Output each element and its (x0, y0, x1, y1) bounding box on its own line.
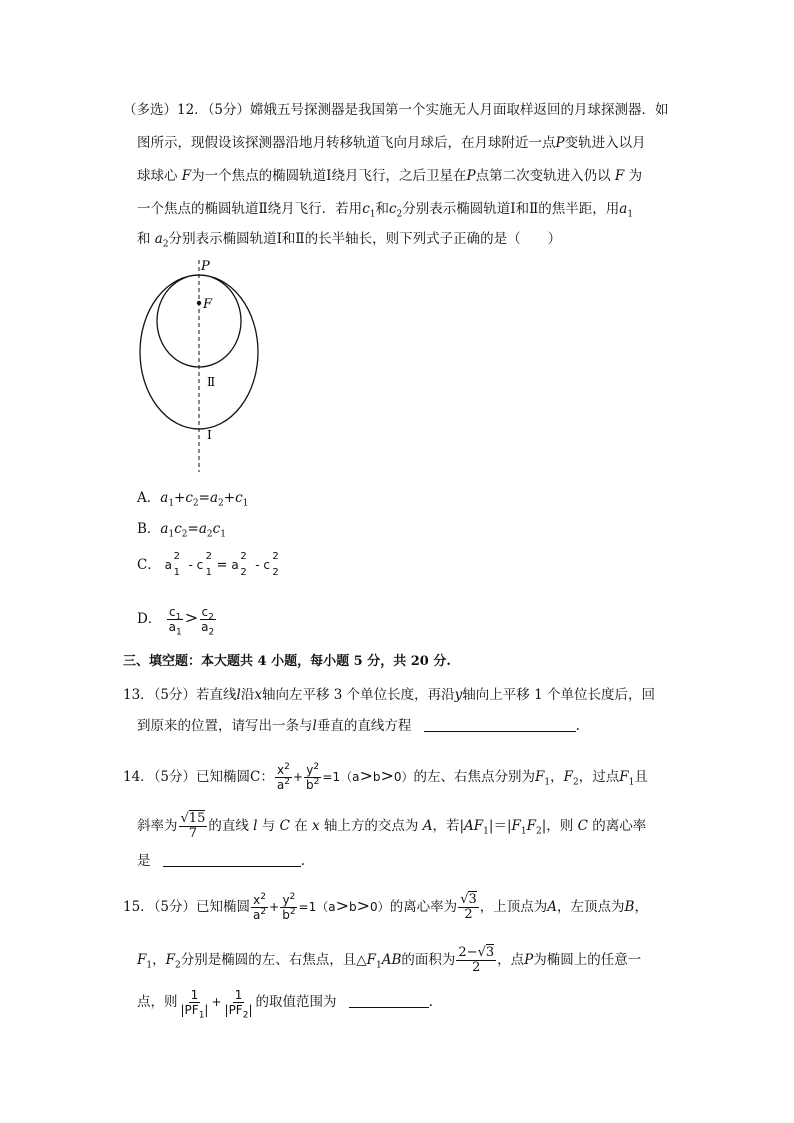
q13-text: 沿 (240, 687, 255, 703)
q14-text: 是 (137, 853, 151, 869)
q14-text: 且 (634, 769, 648, 785)
q12-text: 点第二次变轨进入仍以 (475, 168, 611, 184)
sub: 1 (544, 777, 551, 788)
var-c: c (196, 558, 204, 572)
sub: 2 (208, 627, 215, 638)
var-c: c (169, 605, 176, 619)
sub: 1 (483, 826, 489, 837)
var-l: l (253, 818, 258, 834)
option-label: A． (137, 490, 161, 506)
term-a2sq (231, 552, 251, 578)
op: + (292, 770, 304, 784)
frac-x2-a2 (275, 763, 292, 792)
abs-PF: |PF (180, 1003, 199, 1017)
op: > (356, 896, 371, 915)
q14-text: ，过点 (578, 769, 620, 785)
var-P: P (555, 135, 565, 151)
sub: 2 (162, 239, 169, 250)
sub: 1 (628, 777, 635, 788)
q14-number: 14． (123, 769, 154, 785)
frac-2-minus-sqrt3-over-2: $\frac{2-√3}{2}$ (458, 945, 495, 975)
q15-text: 分别是椭圆的左、右焦点，且△ (180, 952, 367, 968)
frac-c1-a1 (167, 605, 184, 638)
q14-text: 的离心率 (592, 818, 647, 834)
option-B[interactable] (137, 519, 226, 539)
label-P: P (201, 259, 210, 274)
var-A: A (422, 818, 433, 834)
op: > (335, 896, 350, 915)
var-y: y (306, 763, 314, 777)
q15-text: 0） (370, 900, 390, 914)
sub: 1 (627, 209, 634, 220)
var-P: P (466, 168, 476, 184)
op: > (359, 766, 373, 785)
q12-text: 嫦娥五号探测器是我国第一个实施无人月面取样返回的月球探测器．如 (250, 102, 669, 118)
sup: 2 (173, 551, 181, 562)
q12-text: 分别表示椭圆轨道Ⅰ和Ⅱ的长半轴长，则下列式子正确的是（ ） (168, 231, 562, 247)
section-heading (123, 652, 451, 672)
op: + (211, 995, 222, 1009)
q13-end: . (575, 718, 580, 734)
denominator: 7 (188, 826, 198, 841)
q13-text: 到原来的位置，请写出一条与 (137, 718, 313, 734)
q15-text: =1（ (298, 900, 329, 914)
sup: 2 (284, 777, 290, 787)
radicand: 3 (485, 945, 495, 960)
var-F: F (619, 769, 629, 785)
q14-text: |＝| (488, 818, 512, 834)
q15-text: 为椭圆上的任意一 (533, 952, 642, 968)
var-C: C (250, 769, 261, 785)
var-F: F (165, 952, 175, 968)
q15-text: ， (152, 952, 166, 968)
op: = (216, 558, 228, 573)
sub: 1 (375, 960, 382, 971)
section-heading-text: 三、填空题：本大题共 4 小题，每小题 5 分，共 20 分. (123, 654, 451, 669)
frac-x2-a2 (251, 893, 268, 922)
var-c: c (362, 201, 370, 217)
option-label: B． (137, 521, 161, 537)
abs-bar: | (204, 1003, 209, 1017)
q12-tag: （多选） (123, 102, 177, 118)
sub: 2 (242, 1010, 249, 1021)
option-D[interactable] (137, 598, 217, 639)
sup: 2 (313, 777, 320, 787)
sup: 2 (289, 907, 296, 917)
q12-line-4 (137, 199, 633, 219)
label-F: F (203, 297, 213, 312)
var-P: P (524, 952, 534, 968)
q13-text: 垂直的直线方程 (316, 718, 412, 734)
sub: 1 (175, 627, 182, 638)
sub: 1 (168, 498, 175, 509)
q14-text: ， (550, 769, 564, 785)
q14-text: |，则 (541, 818, 574, 834)
frac-1-over-PF2 (223, 988, 255, 1021)
sub: 2 (206, 529, 213, 540)
var-c: c (388, 201, 397, 217)
sub: 1 (242, 498, 249, 509)
frac-sqrt3-2: $\frac{√3}{2}$ (460, 892, 477, 922)
q12-text: 为 (628, 168, 643, 184)
sub: 2 (181, 529, 188, 540)
sub: 1 (205, 567, 213, 578)
q14-text: 的直线 (208, 818, 249, 834)
var-a: a (154, 231, 163, 247)
var-a: a (328, 900, 336, 914)
numerator: 1 (234, 988, 243, 1002)
q12-text: 一个焦点的椭圆轨道Ⅱ绕月飞行．若用 (137, 201, 363, 217)
var-l: l (236, 687, 241, 703)
var-C: C (279, 818, 290, 834)
var-a: a (201, 620, 209, 634)
option-C[interactable] (137, 552, 283, 579)
var-l: l (312, 718, 317, 734)
q14-end: . (300, 853, 306, 869)
q14-text: 0） (393, 770, 414, 784)
q12-line-2 (137, 133, 646, 153)
sup: 2 (313, 762, 320, 772)
q14-line-1 (123, 756, 648, 797)
var-b: b (372, 770, 381, 784)
op: - (255, 558, 260, 572)
var-a: a (619, 201, 628, 217)
abs-bar: | (248, 1003, 253, 1017)
label-II: Ⅱ (207, 375, 216, 389)
sub: 1 (175, 612, 182, 623)
q15-line-3 (137, 982, 433, 1022)
sub: 1 (173, 567, 181, 578)
q12-text: 为一个焦点的椭圆轨道Ⅰ绕月飞行，之后卫星在 (191, 168, 467, 184)
q15-text: 点，则 (137, 994, 178, 1010)
sub: 2 (240, 567, 247, 578)
var-x: x (254, 687, 262, 703)
var-F: F (563, 769, 574, 785)
q13-line-2 (137, 716, 580, 736)
sup: 2 (205, 551, 213, 562)
op: > (184, 608, 199, 627)
var-a: a (160, 490, 169, 506)
var-F: F (366, 952, 376, 968)
term-c2sq (263, 552, 283, 578)
q14-answer-blank[interactable] (163, 852, 301, 867)
q12-text: 球球心 (137, 168, 178, 184)
var-c: c (263, 558, 271, 572)
q12-text: 和 (375, 201, 389, 217)
option-label: C． (137, 557, 161, 573)
q15-text: 的取值范围为 (255, 994, 337, 1010)
option-label: D． (137, 611, 162, 627)
var-AF: AF (464, 818, 484, 834)
label-I: Ⅰ (207, 428, 212, 442)
var-a: a (209, 490, 219, 506)
q15-end: . (428, 994, 434, 1010)
q15-text: 已知椭圆 (196, 899, 251, 915)
var-c: c (212, 521, 221, 537)
abs-PF: |PF (224, 1003, 243, 1017)
var-c: c (185, 490, 193, 506)
var-AB: AB (381, 952, 402, 968)
term-a1sq (165, 552, 185, 578)
var-a: a (198, 521, 207, 537)
q14-score: （5分） (153, 769, 197, 785)
var-F: F (181, 168, 192, 184)
var-F: F (535, 769, 545, 785)
sub: 1 (168, 529, 175, 540)
var-y: y (282, 893, 290, 907)
op: = (198, 490, 210, 506)
q13-text: 若直线 (196, 687, 237, 703)
op: > (380, 766, 394, 785)
sub: 1 (520, 826, 527, 837)
sup: 2 (272, 551, 279, 562)
orbit-figure (132, 252, 272, 474)
q15-text: ，左顶点为 (557, 899, 625, 915)
q15-text: ， (634, 899, 648, 915)
q13-line-1 (123, 685, 655, 705)
frac-sqrt15-7: $\frac{√15}{7}$ (180, 811, 206, 841)
var-F: F (614, 168, 625, 184)
q13-answer-blank[interactable] (424, 717, 576, 732)
q12-line-1 (123, 100, 669, 120)
orbit-diagram (132, 252, 272, 474)
q14-text: ： (260, 769, 274, 785)
var-A: A (547, 899, 558, 915)
var-y: y (454, 687, 463, 703)
q13-text: 轴向上平移 1 个单位长度后，回 (462, 687, 655, 703)
var-c: c (201, 605, 209, 619)
q15-answer-blank[interactable] (349, 993, 429, 1008)
frac-1-over-PF1 (179, 988, 211, 1021)
q15-number: 15． (123, 899, 154, 915)
q12-text: 图所示，现假设该探测器沿地月转移轨道飞向月球后，在月球附近一点 (137, 135, 556, 151)
sup: 2 (260, 892, 266, 902)
q15-line-2 (137, 940, 641, 980)
sup: 2 (284, 762, 290, 772)
q14-text: 与 (261, 818, 276, 834)
sub: 2 (192, 498, 199, 509)
op: = (187, 521, 199, 537)
q15-text: ，点 (497, 952, 525, 968)
sub: 1 (369, 209, 376, 220)
radicand: 3 (468, 892, 477, 907)
var-a: a (160, 521, 169, 537)
var-b: b (349, 900, 357, 914)
q13-score: （5分） (153, 687, 197, 703)
var-b: b (306, 778, 314, 792)
sub: 1 (198, 1010, 205, 1021)
var-a: a (276, 778, 285, 792)
denominator: 2 (464, 907, 473, 922)
frac-c2-a2 (199, 605, 216, 638)
var-B: B (624, 899, 635, 915)
frac-y2-b2 (280, 893, 297, 922)
frac-y2-b2 (304, 763, 321, 792)
q14-text: 的左、右焦点分别为 (413, 769, 536, 785)
q15-text: ，上顶点为 (479, 899, 548, 915)
q12-line-3 (137, 166, 642, 186)
var-c: c (174, 521, 182, 537)
var-F: F (526, 818, 536, 834)
focus-point (197, 301, 201, 305)
sub: 1 (146, 960, 153, 971)
var-c: c (235, 490, 243, 506)
sub: 1 (220, 529, 226, 540)
sub: 2 (218, 498, 224, 509)
op: + (223, 490, 236, 506)
var-a: a (352, 770, 360, 784)
q15-text: 的面积为 (401, 952, 456, 968)
option-A[interactable] (137, 488, 248, 508)
var-x: x (277, 763, 285, 777)
op: + (269, 900, 280, 914)
q14-text: 已知椭圆 (196, 769, 251, 785)
q14-line-2 (137, 806, 646, 846)
radicand: 15 (188, 811, 206, 826)
sup: 2 (289, 892, 296, 902)
sub: 2 (174, 960, 181, 971)
var-F: F (511, 818, 521, 834)
q14-text: 轴上方的交点为 (323, 818, 419, 834)
sub: 2 (535, 826, 542, 837)
var-F: F (137, 952, 147, 968)
sub: 2 (272, 567, 279, 578)
sup: 2 (240, 551, 247, 562)
q14-text: =1（ (322, 770, 353, 784)
var-a: a (231, 558, 239, 572)
var-a: a (168, 620, 176, 634)
q14-line-3 (137, 851, 305, 871)
q14-text: 在 (294, 818, 308, 834)
op: - (188, 558, 193, 572)
denominator: 2 (472, 960, 481, 975)
var-x: x (253, 893, 261, 907)
var-x: x (312, 818, 320, 834)
op: + (174, 490, 186, 506)
var-a: a (164, 558, 173, 572)
sup: 2 (260, 907, 267, 917)
q15-text: 的离心率为 (389, 899, 458, 915)
var-a: a (253, 908, 261, 922)
q14-text: ，若| (432, 818, 465, 834)
sub: 2 (573, 777, 579, 788)
q12-number: 12． (177, 102, 208, 118)
var-C: C (577, 818, 588, 834)
q12-line-5 (137, 229, 561, 249)
q15-score: （5分） (153, 899, 197, 915)
numerator: 1 (190, 988, 199, 1002)
var-b: b (282, 908, 290, 922)
sub: 2 (396, 209, 403, 220)
q12-score: （5分） (207, 102, 251, 118)
q12-text: 变轨进入以月 (564, 135, 646, 151)
q15-line-1 (123, 886, 648, 927)
q13-text: 轴向左平移 3 个单位长度，再沿 (261, 687, 455, 703)
sub: 2 (208, 612, 214, 623)
q12-text: 和 (137, 231, 151, 247)
q12-text: 分别表示椭圆轨道Ⅰ和Ⅱ的焦半距，用 (402, 201, 620, 217)
numerator-prefix: 2− (458, 945, 478, 960)
q14-text: 斜率为 (137, 818, 178, 834)
q13-number: 13． (123, 687, 154, 703)
term-c1sq (197, 552, 217, 578)
